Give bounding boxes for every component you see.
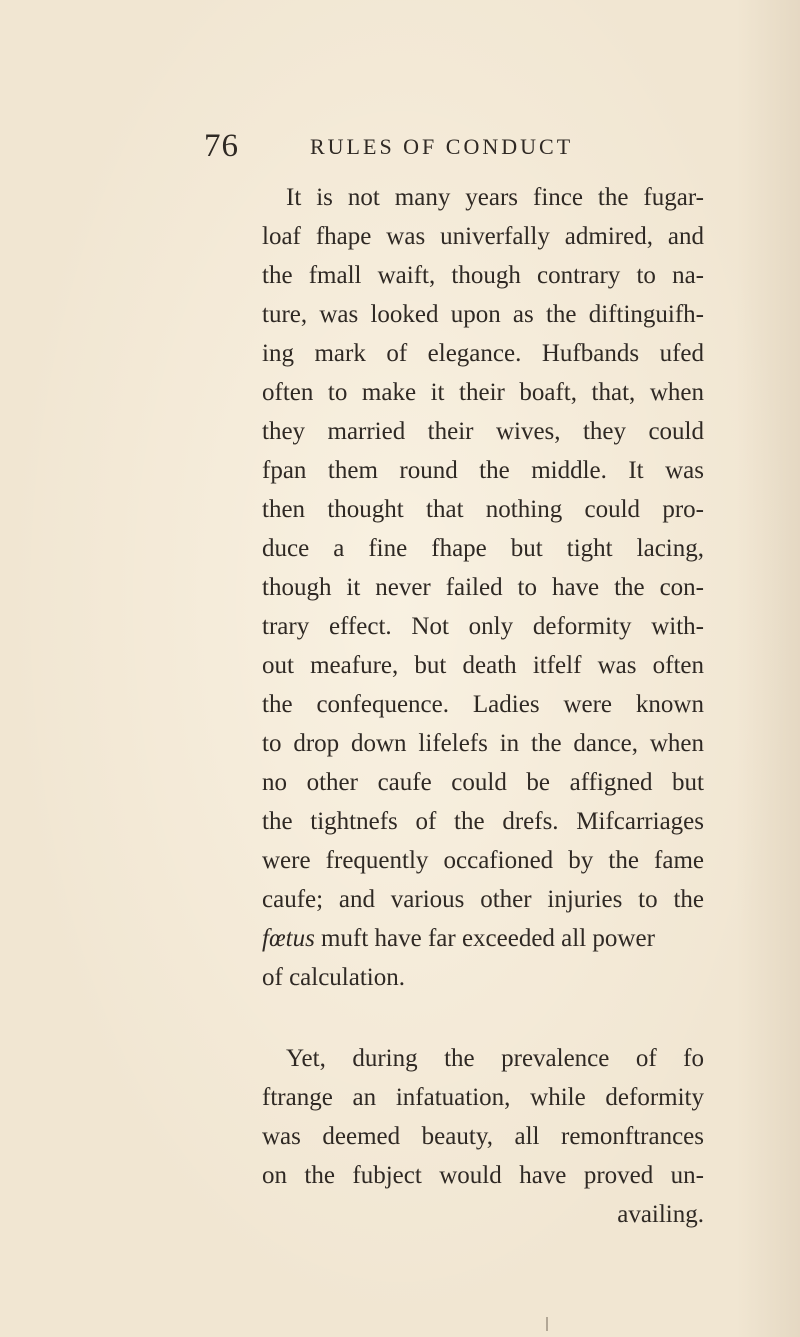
text-line (262, 919, 704, 958)
text-line: the tightnefs of the drefs. Mifcarriages (262, 808, 704, 835)
page-mark (546, 1317, 548, 1331)
text-line: were frequently occafioned by the fame (262, 847, 704, 874)
text-line: ftrange an infatuation, while deformity (262, 1084, 704, 1111)
text-line: they married their wives, they could (262, 418, 704, 445)
text-line: often to make it their boaft, that, when (262, 379, 704, 406)
text-line: on the fubject would have proved un- (262, 1162, 704, 1189)
text-line: ing mark of elegance. Hufbands ufed (262, 340, 704, 367)
text-line: to drop down lifelefs in the dance, when (262, 730, 704, 757)
text-line: duce a fine fhape but tight lacing, (262, 535, 704, 562)
italic-word: fœtus (262, 925, 315, 952)
text-line: loaf fhape was univerfally admired, and (262, 223, 704, 250)
page-header (0, 126, 800, 166)
text-span: muft have far exceeded all power (314, 925, 655, 952)
text-line: ture, was looked upon as the diftinguifh- (262, 301, 704, 328)
text-line: of calculation. (262, 964, 405, 991)
text-line: though it never failed to have the con- (262, 574, 704, 601)
text-line: caufe; and various other injuries to the (262, 886, 704, 913)
text-line: trary effect. Not only deformity with- (262, 613, 704, 640)
text-line: availing. (617, 1201, 704, 1228)
text-line: was deemed beauty, all remonftrances (262, 1123, 704, 1150)
body-text (262, 178, 704, 1234)
paragraph-gap (262, 997, 704, 1039)
running-head: RULES OF CONDUCT (310, 134, 574, 159)
text-line: out meafure, but death itfelf was often (262, 652, 704, 679)
page-number: 76 (204, 128, 239, 164)
text-line: the fmall waift, though contrary to na- (262, 262, 704, 289)
text-line: fpan them round the middle. It was (262, 457, 704, 484)
text-line: It is not many years fince the fugar- (286, 184, 704, 211)
text-line: Yet, during the prevalence of fo (286, 1045, 704, 1072)
text-line: no other caufe could be affigned but (262, 769, 704, 796)
text-line: then thought that nothing could pro- (262, 496, 704, 523)
text-line: the confequence. Ladies were known (262, 691, 704, 718)
